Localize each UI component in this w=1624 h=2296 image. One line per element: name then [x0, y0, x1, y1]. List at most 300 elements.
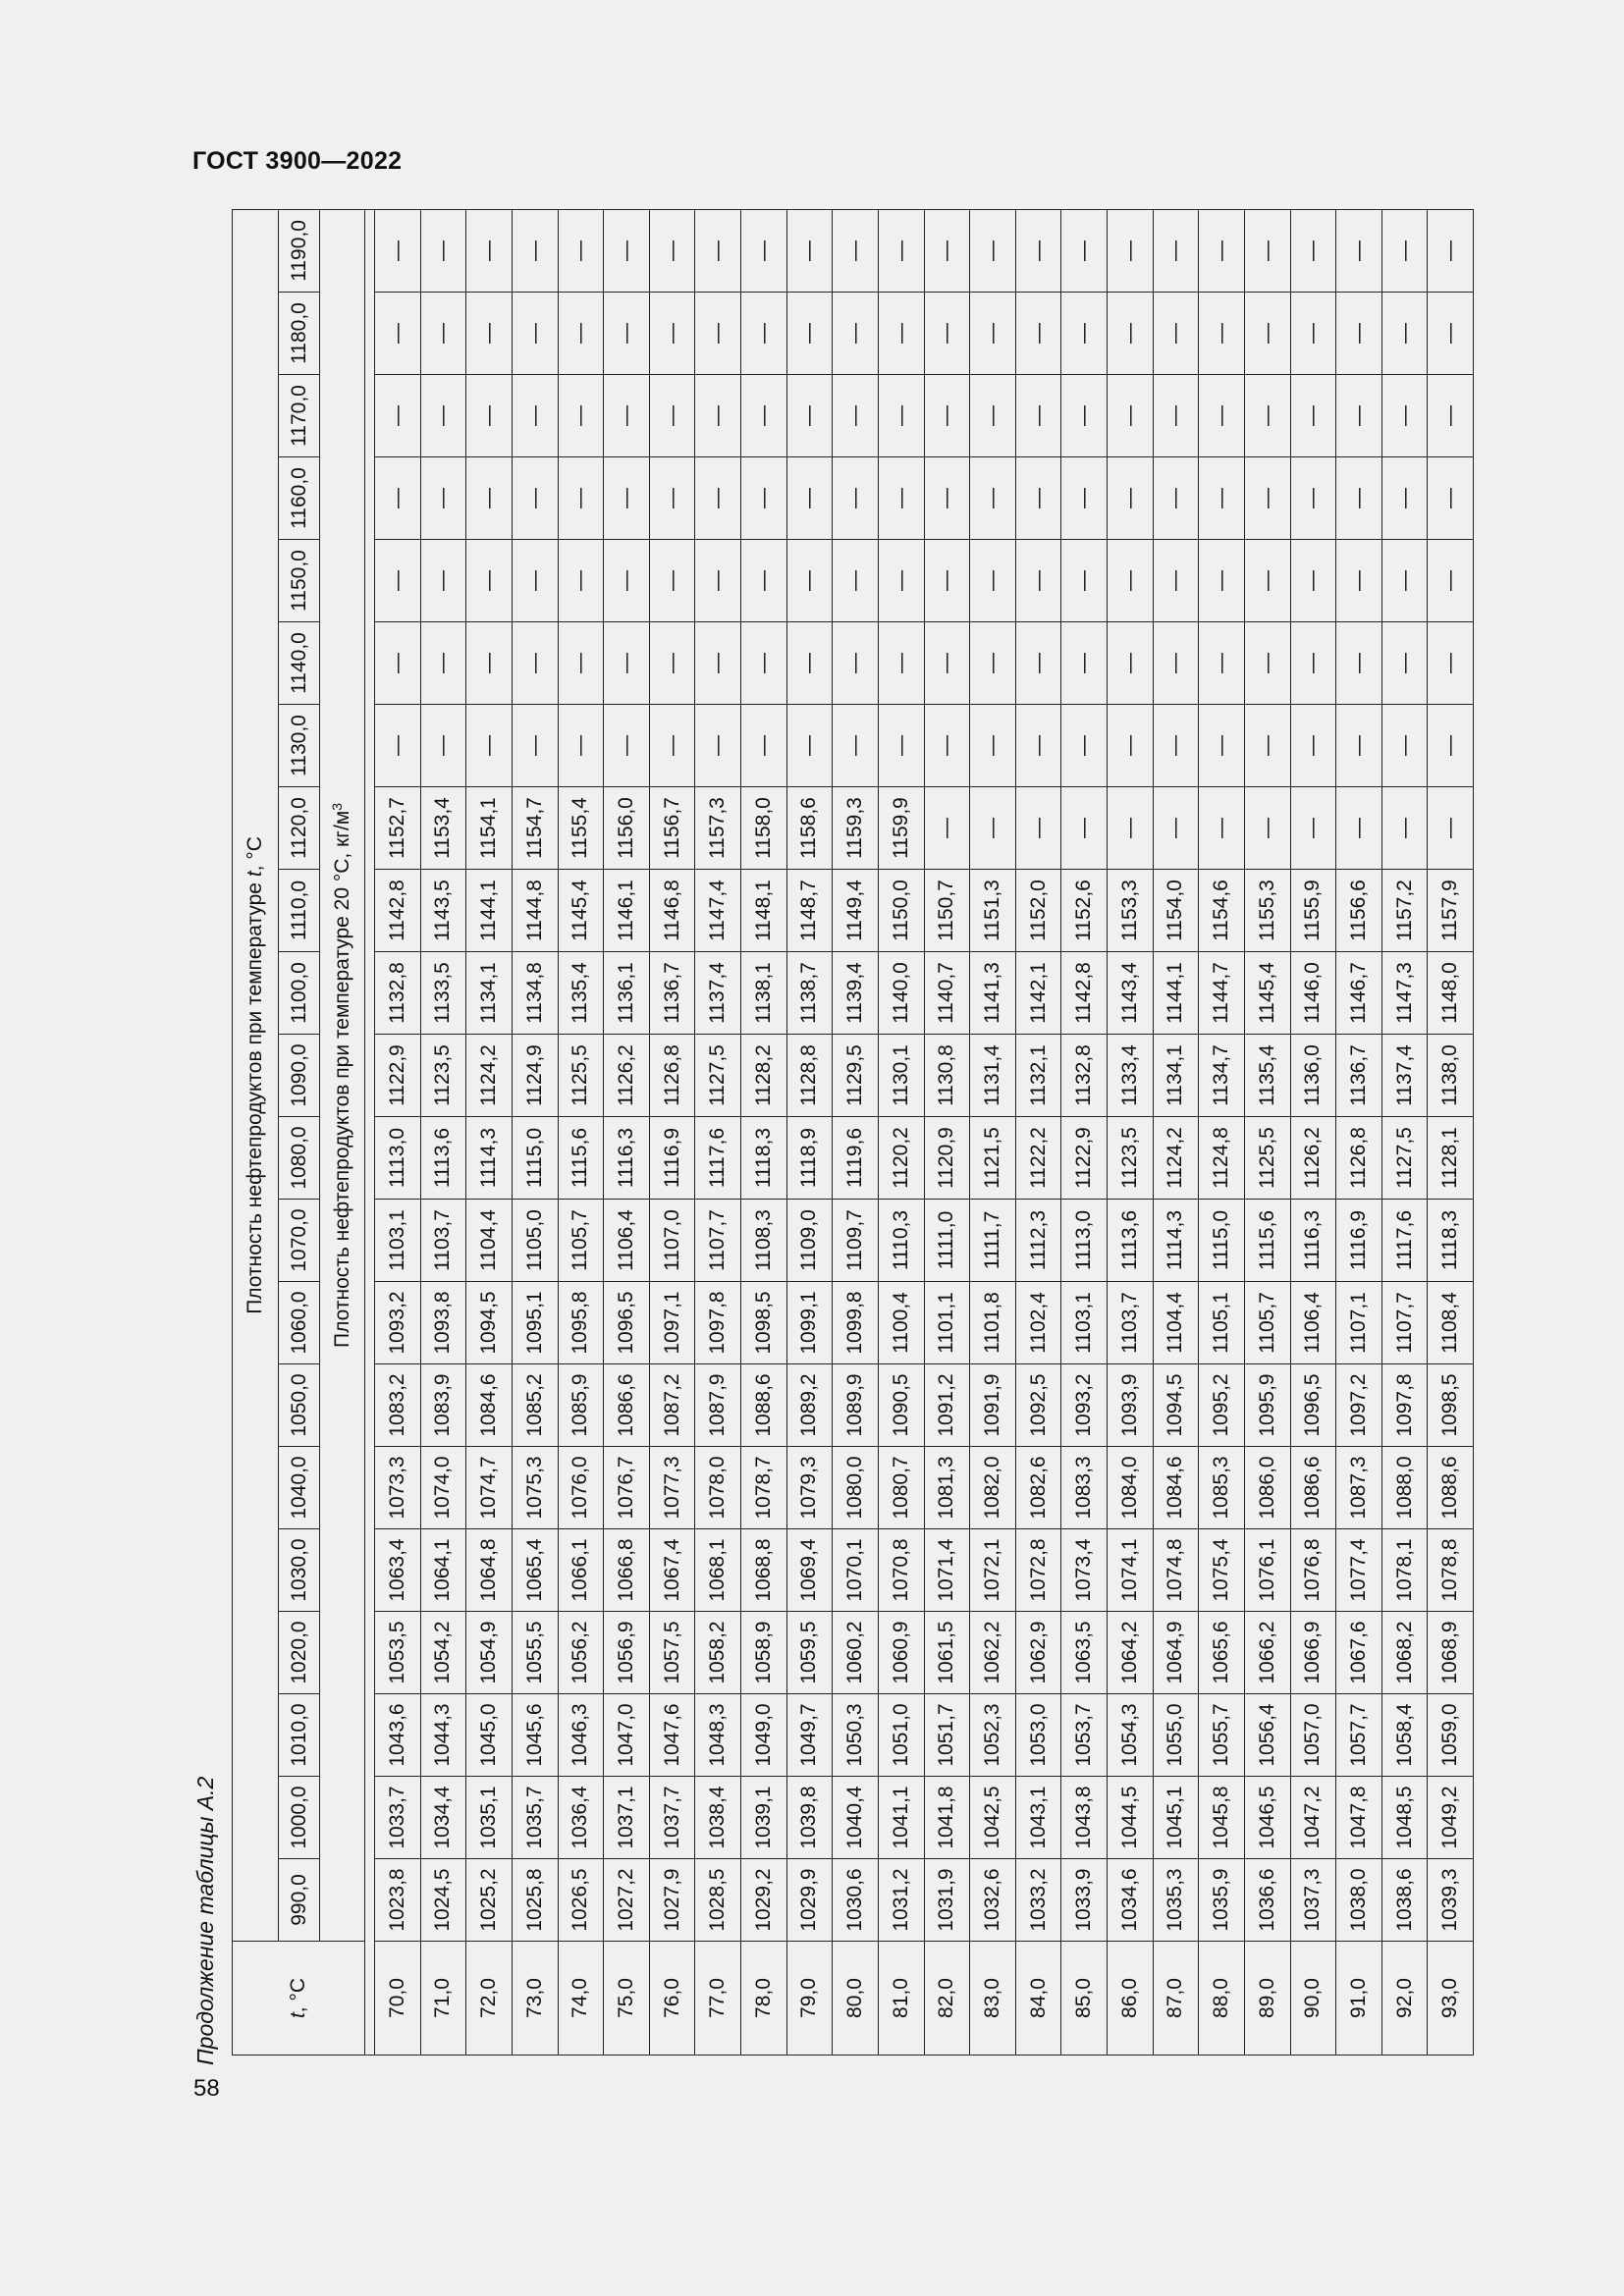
column-header: 1040,0: [279, 1447, 320, 1529]
table-row: [1290, 209, 1336, 2055]
rotated-table-container: [232, 220, 1474, 2056]
density-cell: 1091,9: [970, 1364, 1016, 1447]
density-cell: —: [649, 540, 695, 622]
density-cell: 1107,7: [1381, 1282, 1428, 1364]
density-cell: 1033,9: [1061, 1859, 1108, 1942]
density-cell: —: [649, 705, 695, 787]
density-cell: —: [649, 375, 695, 457]
density-cell: —: [375, 622, 421, 705]
density-cell: 1107,7: [695, 1200, 741, 1282]
table-row: [466, 209, 513, 2055]
density-cell: 1068,1: [695, 1529, 741, 1612]
density-cell: 1133,5: [420, 952, 466, 1035]
density-cell: 1087,9: [695, 1364, 741, 1447]
density-cell: 1065,6: [1199, 1612, 1245, 1694]
density-cell: 1024,5: [420, 1859, 466, 1942]
density-cell: 1026,5: [558, 1859, 604, 1942]
density-cell: 1108,4: [1428, 1282, 1474, 1364]
density-cell: 1062,9: [1015, 1612, 1061, 1694]
density-cell: 1146,8: [649, 870, 695, 952]
density-cell: 1144,1: [466, 870, 513, 952]
density-cell: 1126,2: [604, 1035, 650, 1117]
table-row: [1336, 209, 1382, 2055]
density-cell: —: [1336, 540, 1382, 622]
density-cell: —: [970, 540, 1016, 622]
density-cell: 1078,7: [741, 1447, 787, 1529]
row-temperature-cell: 83,0: [970, 1942, 1016, 2056]
density-cell: —: [924, 787, 970, 870]
density-cell: 1123,5: [1108, 1117, 1154, 1200]
density-cell: 1142,8: [375, 870, 421, 952]
density-cell: 1031,9: [924, 1859, 970, 1942]
density-cell: 1146,1: [604, 870, 650, 952]
density-cell: 1035,3: [1153, 1859, 1199, 1942]
column-header: 1100,0: [279, 952, 320, 1035]
density-cell: 1053,5: [375, 1612, 421, 1694]
density-cell: 1103,7: [1108, 1282, 1154, 1364]
column-header: 1080,0: [279, 1117, 320, 1200]
density-cell: —: [604, 457, 650, 540]
density-cell: 1038,4: [695, 1777, 741, 1859]
density-cell: 1136,7: [649, 952, 695, 1035]
row-temperature-cell: 86,0: [1108, 1942, 1154, 2056]
density-cell: 1152,0: [1015, 870, 1061, 952]
density-cell: 1072,8: [1015, 1529, 1061, 1612]
density-cell: 1035,9: [1199, 1859, 1245, 1942]
density-cell: —: [1336, 293, 1382, 375]
density-cell: 1096,5: [1290, 1364, 1336, 1447]
density-cell: —: [695, 209, 741, 292]
density-cell: —: [649, 622, 695, 705]
density-cell: 1159,9: [878, 787, 924, 870]
density-cell: —: [466, 540, 513, 622]
density-cell: 1130,1: [878, 1035, 924, 1117]
density-cell: 1078,1: [1381, 1529, 1428, 1612]
density-cell: 1082,0: [970, 1447, 1016, 1529]
density-cell: 1085,9: [558, 1364, 604, 1447]
density-cell: 1118,9: [786, 1117, 833, 1200]
density-cell: 1158,6: [786, 787, 833, 870]
density-cell: —: [1061, 375, 1108, 457]
row-temperature-cell: 84,0: [1015, 1942, 1061, 2056]
density-cell: —: [695, 457, 741, 540]
density-cell: 1076,8: [1290, 1529, 1336, 1612]
table-row: [649, 209, 695, 2055]
density-cell: 1057,7: [1336, 1694, 1382, 1777]
density-cell: 1093,2: [375, 1282, 421, 1364]
density-cell: —: [466, 622, 513, 705]
density-cell: 1091,2: [924, 1364, 970, 1447]
density-cell: 1023,8: [375, 1859, 421, 1942]
density-cell: 1097,2: [1336, 1364, 1382, 1447]
density-cell: 1080,0: [833, 1447, 879, 1529]
density-cell: —: [375, 540, 421, 622]
density-cell: —: [786, 293, 833, 375]
density-cell: 1143,4: [1108, 952, 1154, 1035]
table-row: [375, 209, 421, 2055]
density-cell: 1085,2: [512, 1364, 558, 1447]
density-cell: 1112,3: [1015, 1200, 1061, 1282]
density-cell: 1092,5: [1015, 1364, 1061, 1447]
density-cell: —: [786, 209, 833, 292]
table-row: [558, 209, 604, 2055]
density-cell: —: [512, 705, 558, 787]
density-cell: 1047,2: [1290, 1777, 1336, 1859]
density-cell: 1059,0: [1428, 1694, 1474, 1777]
density-cell: —: [1428, 375, 1474, 457]
density-cell: 1038,0: [1336, 1859, 1382, 1942]
density-cell: 1135,4: [558, 952, 604, 1035]
row-temperature-cell: 79,0: [786, 1942, 833, 2056]
density-cell: 1051,0: [878, 1694, 924, 1777]
density-cell: 1055,0: [1153, 1694, 1199, 1777]
density-cell: 1147,3: [1381, 952, 1428, 1035]
density-cell: 1044,5: [1108, 1777, 1154, 1859]
density-cell: —: [1108, 540, 1154, 622]
density-cell: —: [924, 457, 970, 540]
density-cell: —: [1015, 293, 1061, 375]
density-cell: —: [970, 293, 1016, 375]
density-cell: —: [1061, 540, 1108, 622]
row-temperature-cell: 89,0: [1244, 1942, 1290, 2056]
density-cell: 1126,2: [1290, 1117, 1336, 1200]
density-cell: 1099,1: [786, 1282, 833, 1364]
density-cell: 1124,2: [1153, 1117, 1199, 1200]
density-cell: 1089,9: [833, 1364, 879, 1447]
table-caption: Продолжение таблицы А.2: [192, 1776, 218, 2065]
density-cell: 1093,8: [420, 1282, 466, 1364]
density-cell: —: [741, 540, 787, 622]
density-cell: 1053,7: [1061, 1694, 1108, 1777]
density-cell: —: [466, 293, 513, 375]
density-cell: 1047,8: [1336, 1777, 1382, 1859]
density-cell: 1095,2: [1199, 1364, 1245, 1447]
density-cell: 1064,1: [420, 1529, 466, 1612]
density-cell: 1068,9: [1428, 1612, 1474, 1694]
density-cell: —: [741, 622, 787, 705]
row-temperature-cell: 87,0: [1153, 1942, 1199, 2056]
density-cell: 1095,1: [512, 1282, 558, 1364]
density-cell: 1118,3: [1428, 1200, 1474, 1282]
density-cell: 1074,0: [420, 1447, 466, 1529]
density-cell: 1083,2: [375, 1364, 421, 1447]
density-cell: 1097,8: [695, 1282, 741, 1364]
document-header: ГОСТ 3900—2022: [192, 147, 403, 175]
header-row-sub: [320, 209, 365, 2055]
density-cell: —: [833, 375, 879, 457]
density-cell: 1041,8: [924, 1777, 970, 1859]
density-cell: 1074,1: [1108, 1529, 1154, 1612]
density-cell: 1144,1: [1153, 952, 1199, 1035]
density-cell: 1039,3: [1428, 1859, 1474, 1942]
density-cell: 1051,7: [924, 1694, 970, 1777]
table-row: [786, 209, 833, 2055]
column-header: 1070,0: [279, 1200, 320, 1282]
density-cell: 1134,1: [466, 952, 513, 1035]
density-cell: 1049,2: [1428, 1777, 1474, 1859]
row-temperature-cell: 80,0: [833, 1942, 879, 2056]
density-cell: 1088,0: [1381, 1447, 1428, 1529]
row-temperature-cell: 71,0: [420, 1942, 466, 2056]
density-cell: 1136,0: [1290, 1035, 1336, 1117]
density-cell: 1109,0: [786, 1200, 833, 1282]
density-cell: —: [558, 705, 604, 787]
row-temperature-cell: 75,0: [604, 1942, 650, 2056]
density-cell: —: [1199, 787, 1245, 870]
density-cell: 1151,3: [970, 870, 1016, 952]
density-cell: 1107,0: [649, 1200, 695, 1282]
density-cell: —: [649, 293, 695, 375]
density-cell: —: [604, 705, 650, 787]
density-cell: 1110,3: [878, 1200, 924, 1282]
density-cell: —: [1015, 540, 1061, 622]
density-cell: —: [695, 705, 741, 787]
header-row-columns: [279, 209, 320, 2055]
density-cell: 1047,0: [604, 1694, 650, 1777]
density-cell: 1066,9: [1290, 1612, 1336, 1694]
density-cell: 1155,3: [1244, 870, 1290, 952]
density-cell: —: [512, 540, 558, 622]
density-cell: 1116,9: [1336, 1200, 1382, 1282]
density-cell: 1153,3: [1108, 870, 1154, 952]
density-cell: 1101,1: [924, 1282, 970, 1364]
density-cell: —: [1153, 375, 1199, 457]
density-cell: 1132,8: [1061, 1035, 1108, 1117]
density-cell: 1104,4: [466, 1200, 513, 1282]
density-cell: 1136,1: [604, 952, 650, 1035]
density-cell: 1071,4: [924, 1529, 970, 1612]
density-cell: —: [558, 293, 604, 375]
density-cell: —: [878, 293, 924, 375]
density-cell: —: [420, 293, 466, 375]
density-cell: —: [786, 375, 833, 457]
density-cell: —: [1199, 209, 1245, 292]
density-cell: 1119,6: [833, 1117, 879, 1200]
density-cell: 1122,9: [375, 1035, 421, 1117]
density-cell: 1153,4: [420, 787, 466, 870]
density-cell: —: [833, 540, 879, 622]
density-cell: 1049,0: [741, 1694, 787, 1777]
density-cell: —: [1244, 705, 1290, 787]
density-cell: 1086,6: [604, 1364, 650, 1447]
density-cell: —: [833, 622, 879, 705]
density-cell: 1027,9: [649, 1859, 695, 1942]
density-cell: 1097,1: [649, 1282, 695, 1364]
density-cell: 1146,7: [1336, 952, 1382, 1035]
row-temperature-cell: 77,0: [695, 1942, 741, 2056]
density-cell: —: [558, 375, 604, 457]
density-cell: —: [1244, 540, 1290, 622]
density-cell: —: [1290, 540, 1336, 622]
density-cell: —: [1153, 209, 1199, 292]
density-cell: —: [1428, 787, 1474, 870]
density-cell: 1156,7: [649, 787, 695, 870]
density-cell: 1113,0: [375, 1117, 421, 1200]
density-cell: —: [878, 457, 924, 540]
density-cell: 1148,0: [1428, 952, 1474, 1035]
density-cell: 1084,0: [1108, 1447, 1154, 1529]
density-cell: 1043,6: [375, 1694, 421, 1777]
density-cell: —: [1244, 787, 1290, 870]
column-header: 1020,0: [279, 1612, 320, 1694]
density-cell: —: [1108, 787, 1154, 870]
header-row-group: [233, 209, 279, 2055]
density-cell: —: [649, 209, 695, 292]
density-cell: —: [786, 622, 833, 705]
density-cell: 1137,4: [695, 952, 741, 1035]
density-cell: —: [1108, 209, 1154, 292]
density-cell: —: [512, 622, 558, 705]
density-cell: 1145,4: [1244, 952, 1290, 1035]
density-cell: 1141,3: [970, 952, 1016, 1035]
density-cell: 1078,8: [1428, 1529, 1474, 1612]
density-cell: 1040,4: [833, 1777, 879, 1859]
density-cell: 1138,1: [741, 952, 787, 1035]
density-cell: —: [1290, 457, 1336, 540]
density-cell: —: [833, 457, 879, 540]
density-cell: 1154,6: [1199, 870, 1245, 952]
density-cell: —: [1015, 209, 1061, 292]
density-cell: 1149,4: [833, 870, 879, 952]
density-cell: 1037,1: [604, 1777, 650, 1859]
density-cell: —: [1061, 705, 1108, 787]
density-cell: 1070,1: [833, 1529, 879, 1612]
density-cell: —: [1290, 209, 1336, 292]
density-cell: —: [1381, 787, 1428, 870]
density-cell: —: [1381, 209, 1428, 292]
column-header: 1140,0: [279, 622, 320, 705]
density-cell: 1058,4: [1381, 1694, 1428, 1777]
density-cell: —: [1061, 293, 1108, 375]
density-cell: 1084,6: [466, 1364, 513, 1447]
density-cell: —: [1244, 457, 1290, 540]
table-row: [924, 209, 970, 2055]
density-cell: 1146,0: [1290, 952, 1336, 1035]
density-cell: 1123,5: [420, 1035, 466, 1117]
density-cell: 1033,2: [1015, 1859, 1061, 1942]
density-cell: 1113,0: [1061, 1200, 1108, 1282]
density-cell: 1047,6: [649, 1694, 695, 1777]
density-cell: —: [1199, 375, 1245, 457]
density-cell: —: [1336, 457, 1382, 540]
density-cell: 1067,6: [1336, 1612, 1382, 1694]
density-cell: —: [741, 209, 787, 292]
density-cell: 1039,8: [786, 1777, 833, 1859]
density-cell: 1156,0: [604, 787, 650, 870]
density-cell: 1072,1: [970, 1529, 1016, 1612]
density-cell: 1139,4: [833, 952, 879, 1035]
row-temperature-cell: 81,0: [878, 1942, 924, 2056]
density-cell: 1143,5: [420, 870, 466, 952]
density-cell: 1053,0: [1015, 1694, 1061, 1777]
density-cell: 1045,6: [512, 1694, 558, 1777]
table-row: [1381, 209, 1428, 2055]
density-cell: —: [1428, 457, 1474, 540]
header-spacer: [365, 209, 375, 2055]
density-cell: —: [512, 293, 558, 375]
density-cell: 1048,5: [1381, 1777, 1428, 1859]
density-cell: 1095,8: [558, 1282, 604, 1364]
density-cell: 1154,7: [512, 787, 558, 870]
column-header: 1160,0: [279, 457, 320, 540]
density-cell: 1056,9: [604, 1612, 650, 1694]
density-cell: 1029,9: [786, 1859, 833, 1942]
density-cell: 1094,5: [1153, 1364, 1199, 1447]
density-cell: —: [1381, 293, 1428, 375]
density-cell: 1045,8: [1199, 1777, 1245, 1859]
density-cell: 1025,2: [466, 1859, 513, 1942]
density-cell: 1043,1: [1015, 1777, 1061, 1859]
density-cell: 1098,5: [741, 1282, 787, 1364]
density-cell: —: [512, 209, 558, 292]
density-cell: 1118,3: [741, 1117, 787, 1200]
density-cell: 1103,1: [1061, 1282, 1108, 1364]
density-cell: 1048,3: [695, 1694, 741, 1777]
column-header: 990,0: [279, 1859, 320, 1942]
density-cell: —: [833, 209, 879, 292]
density-cell: —: [420, 540, 466, 622]
density-cell: 1089,2: [786, 1364, 833, 1447]
table-row: [604, 209, 650, 2055]
density-cell: —: [375, 209, 421, 292]
density-cell: —: [1108, 375, 1154, 457]
density-cell: —: [1108, 705, 1154, 787]
density-cell: 1102,4: [1015, 1282, 1061, 1364]
density-cell: —: [604, 375, 650, 457]
density-cell: 1103,7: [420, 1200, 466, 1282]
density-cell: —: [878, 375, 924, 457]
density-cell: —: [375, 293, 421, 375]
table-row: [833, 209, 879, 2055]
density-cell: 1087,3: [1336, 1447, 1382, 1529]
density-cell: 1115,0: [512, 1117, 558, 1200]
page-number: 58: [193, 2075, 220, 2102]
density-cell: 1134,1: [1153, 1035, 1199, 1117]
density-cell: 1126,8: [649, 1035, 695, 1117]
density-cell: 1046,5: [1244, 1777, 1290, 1859]
column-header: 1120,0: [279, 787, 320, 870]
density-cell: 1086,0: [1244, 1447, 1290, 1529]
density-cell: —: [1015, 787, 1061, 870]
density-cell: —: [1428, 622, 1474, 705]
density-cell: 1063,5: [1061, 1612, 1108, 1694]
density-cell: 1083,9: [420, 1364, 466, 1447]
table-row: [1428, 209, 1474, 2055]
density-cell: —: [420, 209, 466, 292]
column-header: 1190,0: [279, 209, 320, 292]
table-row: [878, 209, 924, 2055]
density-cell: 1094,5: [466, 1282, 513, 1364]
density-cell: —: [741, 293, 787, 375]
density-cell: —: [695, 622, 741, 705]
density-cell: —: [558, 622, 604, 705]
density-cell: —: [1061, 622, 1108, 705]
density-cell: 1116,3: [604, 1117, 650, 1200]
density-cell: 1028,5: [695, 1859, 741, 1942]
density-cell: 1138,7: [786, 952, 833, 1035]
density-cell: 1082,6: [1015, 1447, 1061, 1529]
density-cell: 1058,9: [741, 1612, 787, 1694]
density-cell: 1155,9: [1290, 870, 1336, 952]
column-header: 1000,0: [279, 1777, 320, 1859]
density-cell: 1075,3: [512, 1447, 558, 1529]
density-cell: 1120,2: [878, 1117, 924, 1200]
table-row: [512, 209, 558, 2055]
density-cell: —: [741, 705, 787, 787]
density-cell: 1108,3: [741, 1200, 787, 1282]
density-cell: 1068,8: [741, 1529, 787, 1612]
density-cell: —: [604, 293, 650, 375]
